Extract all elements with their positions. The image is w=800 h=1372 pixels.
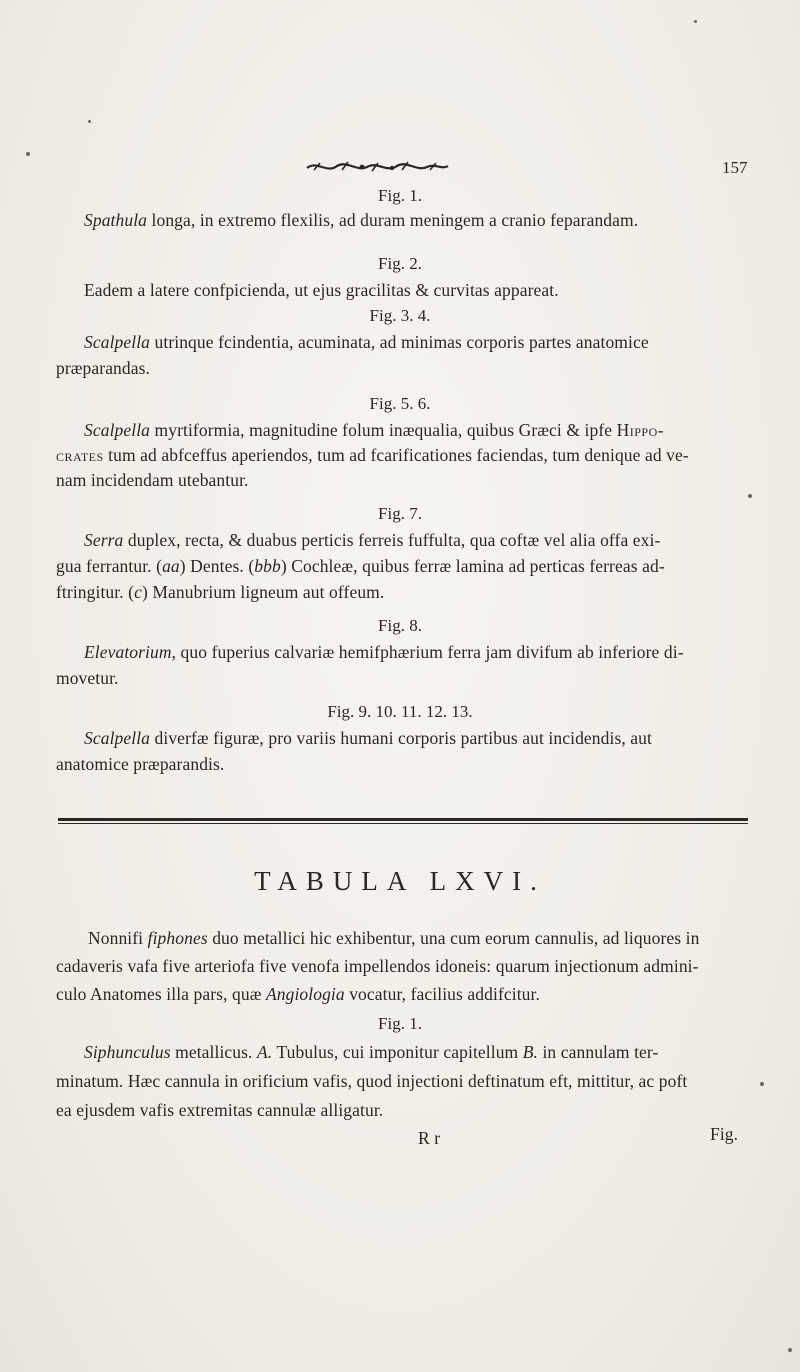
emphasis-text: Angiologia: [265, 984, 345, 1004]
emphasis-text: Scalpella: [84, 332, 151, 352]
figure-heading: Fig. 8.: [378, 616, 422, 635]
paragraph-line: [56, 984, 540, 1005]
section-divider-thin: [58, 823, 748, 824]
emphasis-text: Elevatorium: [84, 642, 172, 662]
emphasis-text: fiphones: [147, 928, 208, 948]
catchword: Fig.: [710, 1124, 739, 1144]
emphasis-text: bbb: [254, 556, 281, 576]
signature-mark: R r: [418, 1128, 441, 1148]
paragraph-line: ea ejusdem vafis extremitas cannulæ alligatur.: [56, 1100, 384, 1120]
body-text: metallicus.: [170, 1042, 258, 1062]
paper-speck: [26, 152, 30, 156]
body-text: myrtiformia, magnitudine folum inæqualia, quibus Græci & ipfe: [150, 420, 617, 440]
body-text: ) Manubrium ligneum aut offeum.: [141, 582, 385, 602]
body-text: utrinque fcindentia, acuminata, ad minimas corporis partes anatomice: [150, 332, 649, 352]
paragraph-line: [84, 1042, 658, 1063]
section-title: TABULA LXVI.: [254, 866, 546, 896]
paragraph-line: [84, 420, 664, 441]
paragraph-line: [56, 556, 665, 577]
paragraph-line: [56, 445, 689, 466]
paragraph-line: [88, 928, 699, 949]
emphasis-text: Spathula: [84, 210, 148, 230]
paragraph-line: [84, 642, 684, 663]
body-text: diverfæ figuræ, pro variis humani corporis partibus aut incidendis, aut: [150, 728, 652, 748]
paragraph-line: minatum. Hæc cannula in orificium vafis, quod injectioni deftinatum eft, mittitur, ac poft: [56, 1071, 688, 1091]
figure-heading: Fig. 9. 10. 11. 12. 13.: [327, 702, 473, 721]
emphasis-text: Siphunculus: [84, 1042, 171, 1062]
paper-speck: [88, 120, 91, 123]
emphasis-text: Scalpella: [84, 420, 151, 440]
body-text: duplex, recta, & duabus perticis ferreis fuffulta, qua coftæ vel alia offa exi-: [123, 530, 661, 550]
body-text: vocatur, facilius addifcitur.: [344, 984, 540, 1004]
body-text: in cannulam ter-: [538, 1042, 659, 1062]
body-text: gua ferrantur. (: [56, 556, 163, 576]
figure-heading: Fig. 2.: [378, 254, 422, 273]
paragraph-line: [56, 582, 384, 603]
emphasis-text: c: [134, 582, 142, 602]
figure-heading: Fig. 5. 6.: [369, 394, 431, 413]
body-text: tum ad abfceffus aperiendos, tum ad fcarificationes faciendas, tum denique ad ve-: [103, 445, 689, 465]
emphasis-text: Scalpella: [84, 728, 151, 748]
body-text: duo metallici hic exhibentur, una cum eorum cannulis, ad liquores in: [207, 928, 700, 948]
paragraph-line: Eadem a latere confpicienda, ut ejus gracilitas & curvitas appareat.: [84, 280, 559, 300]
figure-heading: Fig. 1.: [378, 186, 422, 205]
emphasis-text: Serra: [84, 530, 124, 550]
paragraph-line: [84, 210, 638, 231]
emphasis-text: aa: [162, 556, 180, 576]
paragraph-line: nam incidendam utebantur.: [56, 470, 249, 490]
small-caps-text: crates: [56, 445, 104, 465]
decorative-ornament-icon: [302, 158, 452, 176]
figure-heading: Fig. 1.: [378, 1014, 422, 1033]
paragraph-line: anatomice præparandis.: [56, 754, 225, 774]
body-text: ftringitur. (: [56, 582, 135, 602]
paragraph-line: [84, 332, 649, 353]
paragraph-line: movetur.: [56, 668, 119, 688]
page-number: 157: [722, 158, 748, 177]
small-caps-text: Hippo-: [616, 420, 665, 440]
body-text: ) Dentes. (: [179, 556, 255, 576]
paper-speck: [694, 20, 697, 23]
body-text: Tubulus, cui imponitur capitellum: [272, 1042, 523, 1062]
section-divider: [58, 818, 748, 821]
paper-speck: [748, 494, 752, 498]
emphasis-text: B.: [522, 1042, 538, 1062]
paper-speck: [760, 1082, 764, 1086]
paragraph-line: [84, 728, 652, 749]
paragraph-line: præparandas.: [56, 358, 151, 378]
figure-heading: Fig. 3. 4.: [369, 306, 431, 325]
paragraph-line: cadaveris vafa five arteriofa five venofa impellendos idoneis: quarum injectionum admini-: [56, 956, 699, 976]
body-text: , quo fuperius calvariæ hemifphærium ferra jam divifum ab inferiore di-: [171, 642, 684, 662]
paragraph-line: [84, 530, 660, 551]
body-text: ) Cochleæ, quibus ferræ lamina ad perticas ferreas ad-: [280, 556, 665, 576]
body-text: longa, in extremo flexilis, ad duram meningem a cranio feparandam.: [147, 210, 639, 230]
paper-speck: [788, 1348, 792, 1352]
figure-heading: Fig. 7.: [378, 504, 422, 523]
body-text: Nonnifi: [88, 928, 148, 948]
body-text: culo Anatomes illa pars, quæ: [56, 984, 266, 1004]
emphasis-text: A.: [257, 1042, 273, 1062]
